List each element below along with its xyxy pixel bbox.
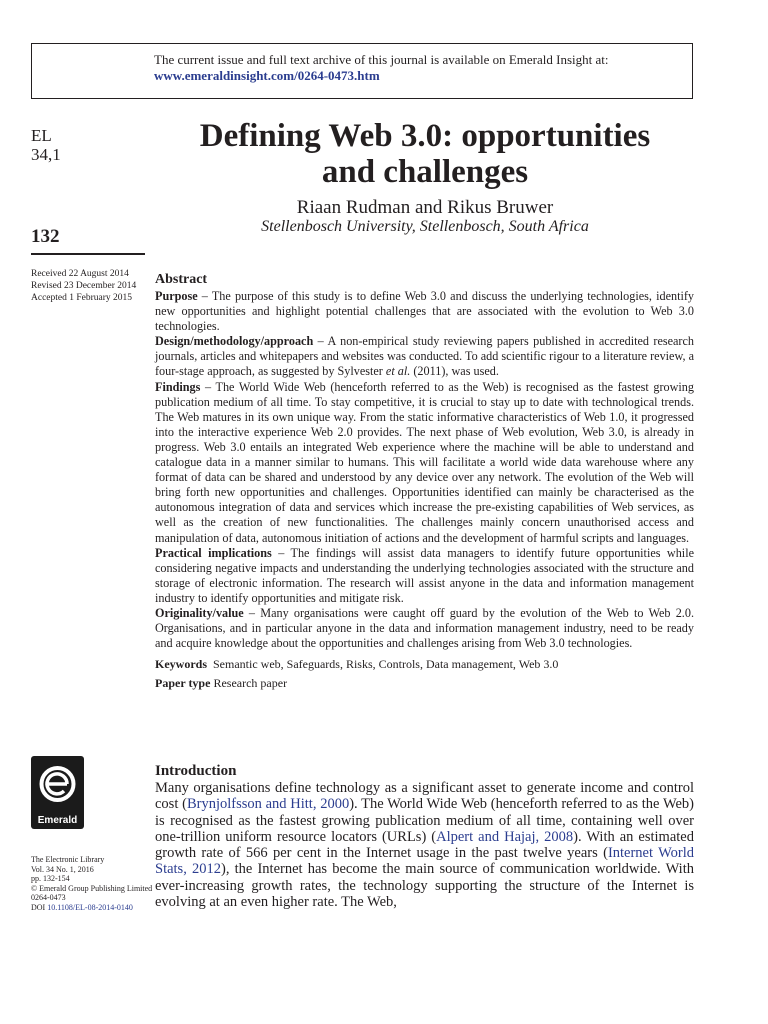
page-number: 132 xyxy=(31,226,60,247)
emerald-e-icon xyxy=(31,756,84,814)
journal-code: EL xyxy=(31,126,52,145)
design-label: Design/methodology/approach xyxy=(155,334,314,349)
findings-text: – The World Wide Web (henceforth referred to as the Web) is recognised as the fastest growing publication medium of all time. To stay competitive, it is crucial to stay up to date with technological trends. The Web matures in its own unique way. From the static informative characteristics of Web 1.0, it progressed into the interactive experience Web 2.0 provides. The next phase of Web evolution, Web 3.0, is already in progress. Web 3.0 entails an integrated Web experience where the machine will be able to understand and catalogue data in a manner similar to humans. This will facilitate a world wide data warehouse where any format of data can be shared and understood by any device over any network. The evolution of the Web will bring forth new opportunities and challenges. Opportunities identified can mainly be characterised as the autonomous integration of data and services which increase the pre-existing capabilities of Web services, as well as the creation of new functionalities. The challenges mainly concern unauthorised access and manipulation of data, autonomous initiation of actions and the development of harmful scripts and languages. xyxy=(155,379,694,545)
article-authors: Riaan Rudman and Rikus Bruwer xyxy=(296,197,554,218)
title-line-2: and challenges xyxy=(321,154,529,190)
abstract-section xyxy=(155,272,694,691)
paper-type xyxy=(155,676,694,691)
purpose-text: – The purpose of this study is to define Web 3.0 and discuss the underlying technologies, identify new opportunities and highlight potential challenges that are associated with the evolution to Web 3.0 technologies. xyxy=(155,289,694,334)
practical-label: Practical implications xyxy=(155,545,272,560)
doi-link[interactable]: 10.1108/EL-08-2014-0140 xyxy=(47,902,133,912)
emerald-logo xyxy=(31,756,84,829)
findings-label: Findings xyxy=(155,379,201,394)
journal-volume: Vol. 34 No. 1, 2016 xyxy=(31,864,94,874)
citation-alpert-link[interactable]: Alpert and Hajaj, 2008 xyxy=(436,828,574,845)
originality-text: – Many organisations were caught off guard by the evolution of the Web to Web 2.0. Organisations, and in particular anyone in the data and information management industry, need to be ready and acquire knowledge about the opportunities and challenges arising from Web 3.0 technologies. xyxy=(155,605,694,651)
abstract-heading: Abstract xyxy=(155,272,208,287)
originality-label: Originality/value xyxy=(155,605,244,620)
copyright: © Emerald Group Publishing Limited xyxy=(31,883,153,893)
citation-internet-world-stats-link[interactable]: Internet World Stats, 2012 xyxy=(155,845,694,878)
doi xyxy=(31,903,152,913)
citation-brynjolfsson-link[interactable]: Brynjolfsson and Hitt, 2000 xyxy=(186,796,350,813)
title-line-1: Defining Web 3.0: opportunities xyxy=(199,118,651,154)
introduction-paragraph xyxy=(155,780,694,910)
publication-info xyxy=(31,855,152,913)
abstract-purpose xyxy=(155,289,694,334)
paper-type-text: Research paper xyxy=(213,676,288,691)
keywords xyxy=(155,657,694,672)
doi-label: DOI xyxy=(31,902,48,912)
page-number-rule xyxy=(31,253,145,255)
received-date: Received 22 August 2014 xyxy=(31,269,129,279)
practical-text: – The findings will assist data managers to identify future opportunities while considering negative impacts and understanding the underlying technologies associated with the structure and storage of electronic information. The research will assist anyone in the data and information management industry to identify opportunities and mitigate risk. xyxy=(155,545,694,605)
design-text-end: (2011), was used. xyxy=(410,364,499,379)
archive-notice-box xyxy=(31,43,693,99)
intro-text-1: Many organisations define technology as a significant asset to generate income and control cost ( xyxy=(155,780,694,813)
introduction-heading: Introduction xyxy=(155,763,237,779)
archive-url-link[interactable]: www.emeraldinsight.com/0264-0473.htm xyxy=(154,68,380,83)
abstract-design xyxy=(155,334,694,379)
purpose-label: Purpose xyxy=(155,289,198,303)
volume-issue: 34,1 xyxy=(31,145,61,164)
issn: 0264-0473 xyxy=(31,893,66,903)
journal-code-block xyxy=(31,126,61,164)
accepted-date: Accepted 1 February 2015 xyxy=(31,293,133,303)
introduction-section xyxy=(155,762,694,910)
journal-pages: pp. 132-154 xyxy=(31,874,70,884)
article-history xyxy=(31,268,136,304)
paper-type-label: Paper type xyxy=(155,676,211,691)
archive-notice-text: The current issue and full text archive of this journal is available on Emerald Insight at: xyxy=(154,52,609,67)
abstract-originality xyxy=(155,606,694,651)
design-text: – A non-empirical study reviewing papers published in accredited research journals, articles and whitepapers and websites was conducted. To add scientific rigour to a literature review, a four-stage approach, as suggested by Sylvester xyxy=(155,334,694,379)
journal-name: The Electronic Library xyxy=(31,855,105,864)
keywords-label: Keywords xyxy=(155,657,207,672)
intro-text-2: ). The World Wide Web (henceforth referred to as the Web) is recognised as the fastest growing publication medium of all time, containing well over one-trillion uniform resource locators (URLs) ( xyxy=(155,796,695,845)
logo-text: Emerald xyxy=(37,815,78,826)
abstract-findings xyxy=(155,380,694,546)
abstract-practical xyxy=(155,546,694,606)
intro-text-4: ), the Internet has become the main source of communication worldwide. With ever-increasing growth rates, the technology supporting the structure of the Internet is evolving at an even higher rate. The Web, xyxy=(155,861,694,911)
design-et-al: et al. xyxy=(385,364,411,379)
keywords-text: Semantic web, Safeguards, Risks, Controls, Data management, Web 3.0 xyxy=(213,657,559,672)
intro-text-3: ). With an estimated growth rate of 566 per cent in the Internet usage in the past twelve years ( xyxy=(155,828,694,862)
article-title xyxy=(155,118,695,190)
revised-date: Revised 23 December 2014 xyxy=(31,281,137,291)
author-affiliation: Stellenbosch University, Stellenbosch, South Africa xyxy=(261,218,589,235)
